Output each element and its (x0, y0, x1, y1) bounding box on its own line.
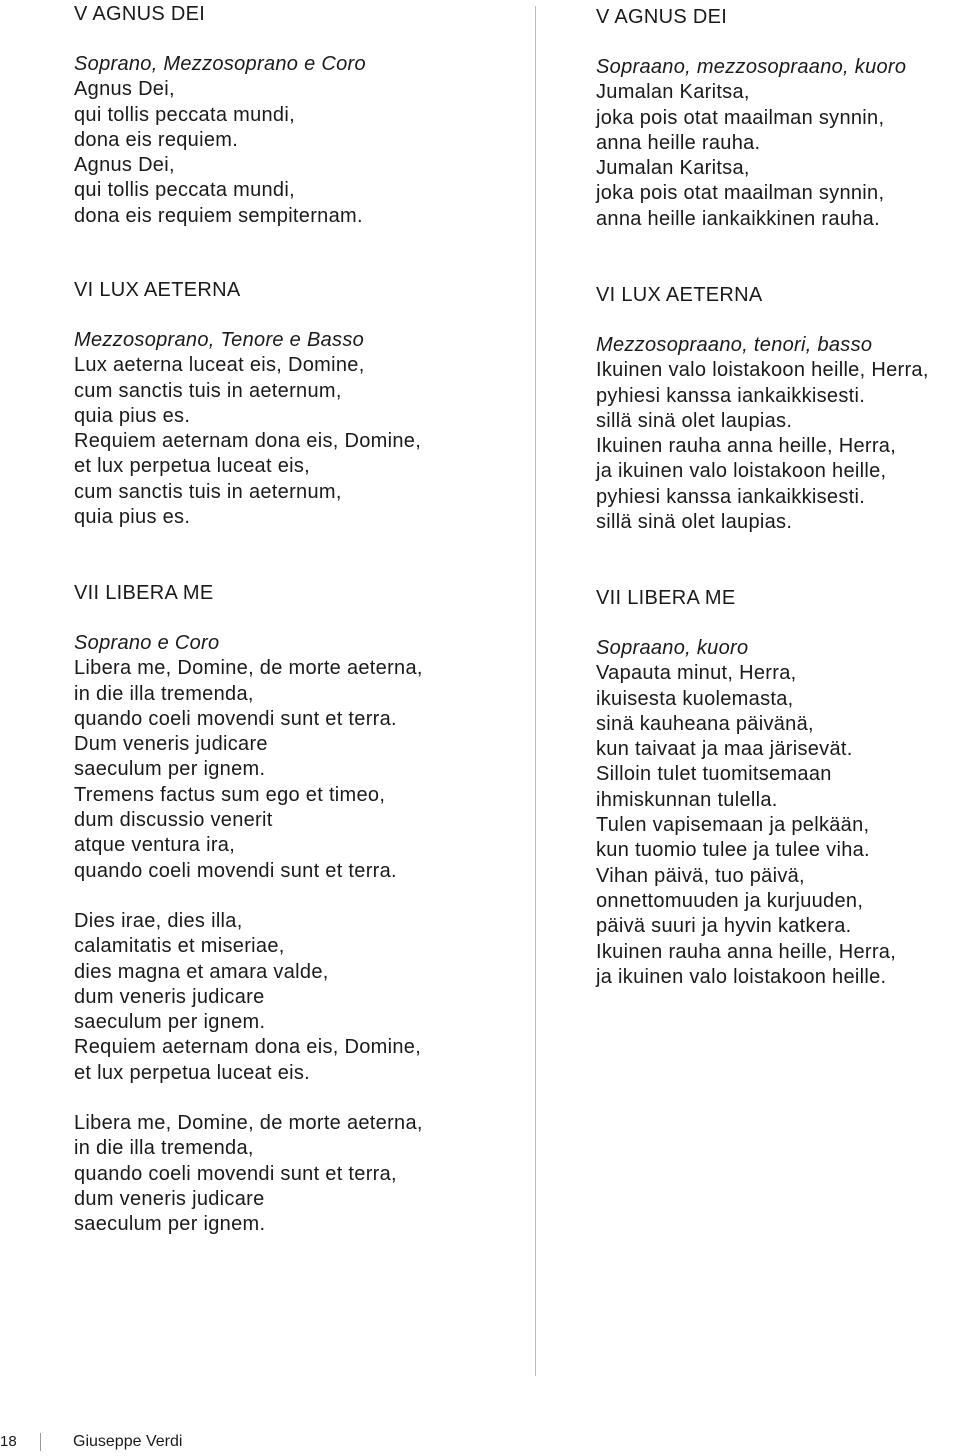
text-line: Ikuinen valo loistakoon heille, Herra, (596, 359, 929, 382)
text-line: pyhiesi kanssa iankaikkisesti. (596, 384, 866, 407)
text-line: Agnus Dei, (74, 78, 175, 101)
text-line: cum sanctis tuis in aeternum, (74, 480, 342, 503)
text-line: ikuisesta kuolemasta, (596, 687, 794, 710)
text-line: Dies irae, dies illa, (74, 909, 243, 932)
text-line: ja ikuinen valo loistakoon heille. (596, 965, 887, 988)
text-line: anna heille iankaikkinen rauha. (596, 207, 880, 230)
text-line: atque ventura ira, (74, 834, 236, 857)
text-line: joka pois otat maailman synnin, (596, 106, 885, 129)
text-line: Tulen vapisemaan ja pelkään, (596, 814, 870, 837)
section-title: VII LIBERA ME (596, 587, 736, 609)
text-line: ihmiskunnan tulella. (596, 788, 778, 811)
voices-line: Sopraano, kuoro (596, 637, 749, 659)
text-line: kun taivaat ja maa järisevät. (596, 738, 853, 761)
text-line: dum veneris judicare (74, 1187, 265, 1210)
section-lux-aeterna-finnish (596, 283, 960, 535)
text-line: dies magna et amara valde, (74, 960, 329, 983)
text-line: qui tollis peccata mundi, (74, 179, 295, 202)
text-line: et lux perpetua luceat eis, (74, 455, 311, 478)
text-line: dum veneris judicare (74, 985, 265, 1008)
text-line: päivä suuri ja hyvin katkera. (596, 915, 852, 938)
text-line: saeculum per ignem. (74, 758, 266, 781)
text-line: Jumalan Karitsa, (596, 157, 750, 180)
text-line: in die illa tremenda, (74, 682, 254, 705)
section-title: V AGNUS DEI (596, 6, 728, 28)
text-line: Libera me, Domine, de morte aeterna, (74, 1112, 423, 1135)
text-line: Requiem aeternam dona eis, Domine, (74, 430, 422, 453)
text-line: quando coeli movendi sunt et terra. (74, 859, 397, 882)
text-line: Vihan päivä, tuo päivä, (596, 864, 805, 887)
footer-divider (40, 1433, 41, 1451)
section-agnus-dei-finnish (596, 5, 960, 232)
voices-line: Mezzosopraano, tenori, basso (596, 334, 873, 356)
text-lines-stanza-3 (74, 1111, 474, 1237)
text-lines (596, 80, 960, 232)
text-line: Dum veneris judicare (74, 733, 268, 756)
text-lines (74, 353, 474, 530)
text-line: qui tollis peccata mundi, (74, 103, 295, 126)
text-line: ja ikuinen valo loistakoon heille, (596, 460, 887, 483)
section-agnus-dei-latin (74, 2, 474, 229)
text-line: Agnus Dei, (74, 154, 175, 177)
text-line: Ikuinen rauha anna heille, Herra, (596, 940, 897, 963)
text-line: quando coeli movendi sunt et terra, (74, 1162, 397, 1185)
section-title: VI LUX AETERNA (74, 279, 241, 301)
section-title: V AGNUS DEI (74, 3, 206, 25)
text-line: Lux aeterna luceat eis, Domine, (74, 354, 365, 377)
text-lines-stanza-2 (74, 909, 474, 1086)
text-lines (74, 77, 474, 229)
text-line: Silloin tulet tuomitsemaan (596, 763, 832, 786)
text-line: quando coeli movendi sunt et terra. (74, 707, 397, 730)
text-line: cum sanctis tuis in aeternum, (74, 379, 342, 402)
text-line: in die illa tremenda, (74, 1137, 254, 1160)
text-lines (596, 358, 960, 535)
text-line: dona eis requiem sempiternam. (74, 204, 363, 227)
text-line: onnettomuuden ja kurjuuden, (596, 889, 864, 912)
text-line: sillä sinä olet laupias. (596, 409, 793, 432)
text-line: sillä sinä olet laupias. (596, 511, 793, 534)
text-line: dona eis requiem. (74, 128, 239, 151)
text-line: et lux perpetua luceat eis. (74, 1061, 311, 1084)
text-line: quia pius es. (74, 404, 191, 427)
section-libera-me-latin (74, 581, 474, 1238)
text-line: Ikuinen rauha anna heille, Herra, (596, 435, 897, 458)
text-line: pyhiesi kanssa iankaikkisesti. (596, 485, 866, 508)
text-lines (596, 661, 960, 990)
page-number: 18 (0, 1433, 17, 1450)
page-footer (0, 1431, 960, 1453)
voices-line: Mezzosoprano, Tenore e Basso (74, 329, 365, 351)
section-lux-aeterna-latin (74, 278, 474, 530)
text-lines (74, 656, 474, 884)
text-line: saeculum per ignem. (74, 1213, 266, 1236)
footer-author: Giuseppe Verdi (73, 1433, 183, 1450)
text-line: Tremens factus sum ego et timeo, (74, 783, 386, 806)
text-line: kun tuomio tulee ja tulee viha. (596, 839, 870, 862)
section-title: VI LUX AETERNA (596, 284, 763, 306)
voices-line: Soprano e Coro (74, 632, 220, 654)
column-divider (535, 6, 536, 1376)
text-line: calamitatis et miseriae, (74, 935, 285, 958)
text-line: sinä kauheana päivänä, (596, 712, 814, 735)
voices-line: Sopraano, mezzosopraano, kuoro (596, 56, 907, 78)
voices-line: Soprano, Mezzosoprano e Coro (74, 53, 366, 75)
section-title: VII LIBERA ME (74, 582, 214, 604)
text-line: anna heille rauha. (596, 131, 761, 154)
text-line: quia pius es. (74, 506, 191, 529)
text-line: Jumalan Karitsa, (596, 81, 750, 104)
text-line: Requiem aeternam dona eis, Domine, (74, 1036, 422, 1059)
section-libera-me-finnish (596, 586, 960, 990)
text-line: joka pois otat maailman synnin, (596, 182, 885, 205)
text-line: saeculum per ignem. (74, 1011, 266, 1034)
text-line: dum discussio venerit (74, 809, 273, 832)
text-line: Libera me, Domine, de morte aeterna, (74, 657, 423, 680)
text-line: Vapauta minut, Herra, (596, 662, 797, 685)
